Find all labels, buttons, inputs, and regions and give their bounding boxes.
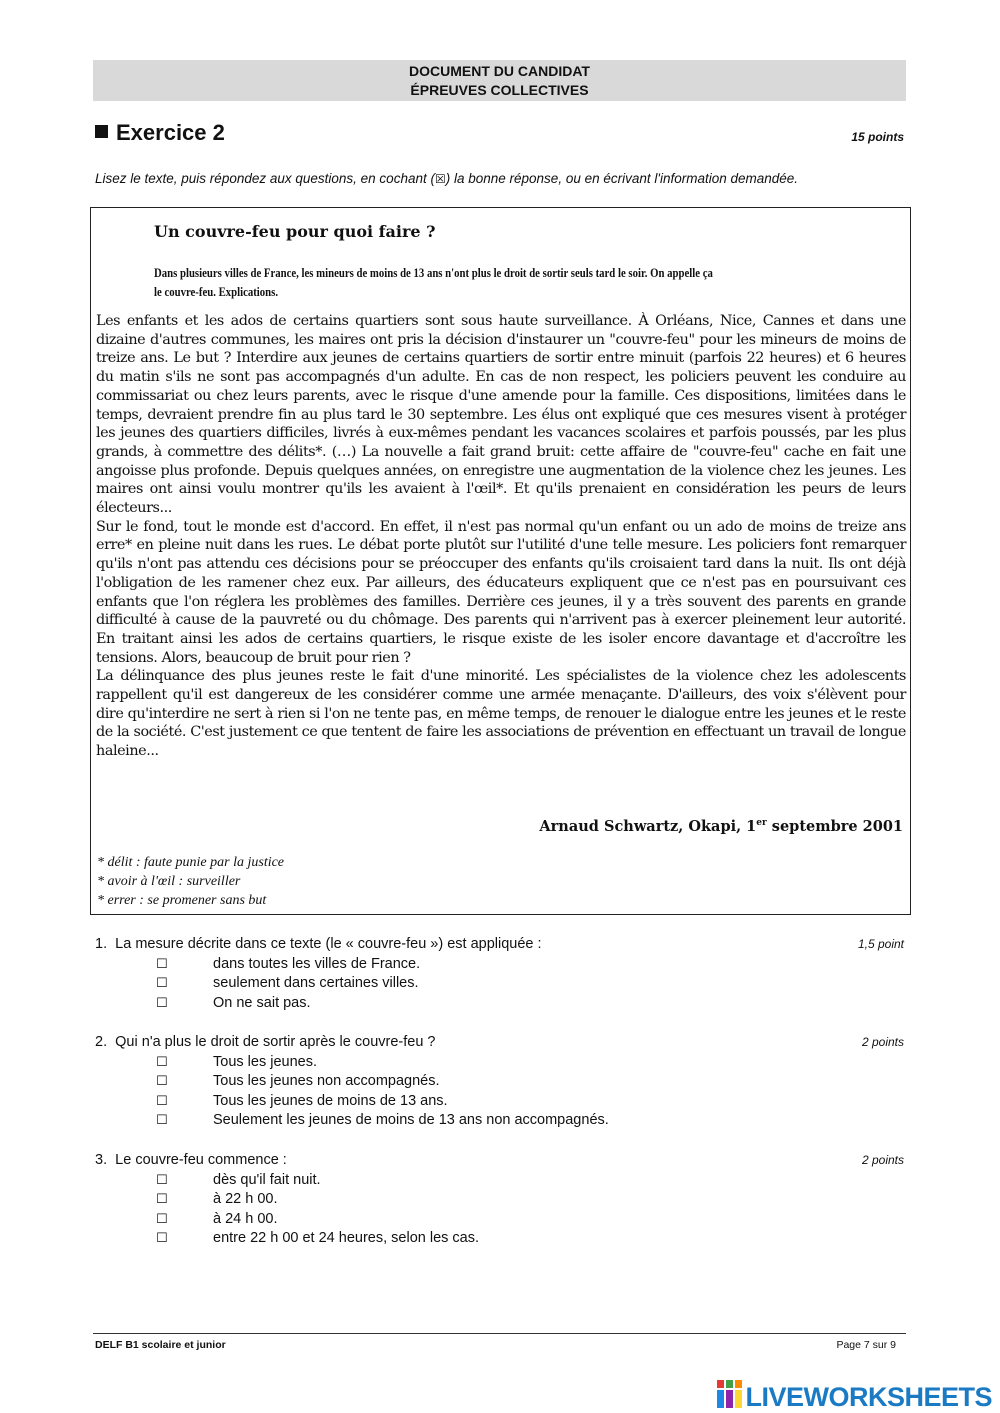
checkbox-icon[interactable]: ☐ bbox=[156, 1211, 168, 1227]
answer-option[interactable] bbox=[95, 994, 905, 1014]
option-label: entre 22 h 00 et 24 heures, selon les cas. bbox=[213, 1230, 480, 1246]
glossary bbox=[97, 853, 284, 910]
question-number: 1. bbox=[95, 936, 108, 952]
question-3 bbox=[95, 1151, 905, 1249]
article-title: Un couvre-feu pour quoi faire ? bbox=[154, 222, 436, 241]
checkbox-icon[interactable]: ☐ bbox=[156, 1093, 168, 1109]
checkbox-icon[interactable]: ☐ bbox=[156, 995, 168, 1011]
checkbox-icon[interactable]: ☐ bbox=[156, 1192, 168, 1207]
question-text bbox=[95, 1151, 287, 1171]
article-paragraph-2: Sur le fond, tout le monde est d'accord. En effet, il n'est pas normal qu'un enfant ou un ado de moins de treize ans erre* en pleine nuit dans les rues. Le débat porte plutôt sur l'utilité d'une telle mesure. Les policiers font remarquer qu'ils n'ont pas attendu ces décisions pour se préoccuper des enfants qu'ils croisaient tard dans la nuit. Ils ont déjà l'obligation de les ramener chez eux. Par ailleurs, des éducateurs expliquent que ce n'est pas en poursuivant ces enfants que l'on réglera les problèmes des familles. Derrière ces jeunes, il y a très souvent des parents en grande difficulté à cause de la pauvreté ou du chômage. Des parents qui n'arrivent pas à exercer pleinement leur autorité. En traitant ainsi les ados de certains quartiers, le risque existe de les isoler encore davantage et d'accroître les tensions. Alors, beaucoup de bruit pour rien ? bbox=[96, 518, 906, 666]
question-label: Le couvre-feu commence : bbox=[115, 1152, 287, 1168]
option-label: dans toutes les villes de France. bbox=[213, 955, 421, 972]
instructions-after: ) la bonne réponse, ou en écrivant l'information demandée. bbox=[445, 171, 799, 186]
question-points: 2 points bbox=[861, 1035, 904, 1049]
checkbox-icon[interactable]: ☐ bbox=[156, 1231, 168, 1246]
option-label: On ne sait pas. bbox=[213, 994, 311, 1011]
checkbox-icon[interactable]: ☐ bbox=[156, 976, 168, 991]
footer-left: DELF B1 scolaire et junior bbox=[95, 1339, 226, 1351]
liveworksheets-brand[interactable] bbox=[717, 1380, 992, 1413]
question-points: 2 points bbox=[861, 1153, 904, 1167]
question-text bbox=[95, 1033, 435, 1053]
article-lead-line-1: Dans plusieurs villes de France, les mineurs de moins de 13 ans n'ont plus le droit de sortir seuls tard le soir. On appelle ça bbox=[154, 266, 713, 280]
header-line-2: ÉPREUVES COLLECTIVES bbox=[410, 82, 589, 98]
answer-option[interactable] bbox=[95, 1229, 905, 1249]
footer-page-number: Page 7 sur 9 bbox=[836, 1339, 896, 1351]
checked-box-icon: ☒ bbox=[434, 172, 446, 186]
question-number: 3. bbox=[95, 1152, 108, 1168]
header-line-1: DOCUMENT DU CANDIDAT bbox=[409, 63, 590, 79]
glossary-item: * errer : se promener sans but bbox=[97, 893, 267, 908]
exercise-title-text: Exercice 2 bbox=[116, 120, 225, 145]
option-label: Tous les jeunes de moins de 13 ans. bbox=[213, 1092, 448, 1109]
checkbox-icon[interactable]: ☐ bbox=[156, 956, 168, 972]
option-label: à 22 h 00. bbox=[213, 1191, 278, 1207]
answer-option[interactable] bbox=[95, 1111, 905, 1131]
article-signature bbox=[539, 818, 903, 835]
question-1 bbox=[95, 935, 905, 1013]
square-bullet-icon bbox=[95, 125, 108, 138]
answer-option[interactable] bbox=[95, 1092, 905, 1112]
article-lead bbox=[154, 264, 756, 302]
signature-sup: er bbox=[756, 818, 767, 829]
article-paragraph-1: Les enfants et les ados de certains quartiers sont sous haute surveillance. À Orléans, Nice, Cannes et dans une dizaine d'autres communes, les maires ont pris la décision d'instaurer un "couvre-feu" pour les mineurs de moins de treize ans. Le but ? Interdire aux jeunes de certains quartiers de sortir entre minuit (parfois 22 heures) et 6 heures du matin s'ils ne sont pas accompagnés d'un adulte. En cas de non respect, les policiers peuvent les conduire au commissariat ou chez leurs parents, avec le risque d'une amende pour la famille. Ces dispositions, limitées dans le temps, devraient prendre fin au plus tard le 30 septembre. Les élus ont expliqué que ces mesures visent à protéger les jeunes des quartiers difficiles, livrés à eux-mêmes pendant les vacances scolaires et parfois poussés, par les plus grands, à commettre des délits*. (…) La nouvelle a fait grand bruit: cette affaire de "couvre-feu" cache en fait une angoisse plus profonde. Depuis quelques années, on enregistre une augmentation de la violence chez les jeunes. Les maires ont ainsi voulu montrer qu'ils les avaient à l'œil*. Et qu'ils prenaient en considération les peurs de leurs électeurs... bbox=[96, 313, 906, 517]
glossary-item: * avoir à l'œil : surveiller bbox=[97, 874, 241, 889]
answer-option[interactable] bbox=[95, 1210, 905, 1230]
checkbox-icon[interactable]: ☐ bbox=[156, 1113, 168, 1128]
question-number: 2. bbox=[95, 1034, 108, 1050]
question-label: Qui n'a plus le droit de sortir après le couvre-feu ? bbox=[115, 1034, 436, 1050]
option-label: à 24 h 00. bbox=[213, 1210, 278, 1227]
liveworksheets-logo-icon bbox=[717, 1380, 743, 1408]
option-label: Tous les jeunes. bbox=[213, 1053, 317, 1070]
article-lead-line-2: le couvre-feu. Explications. bbox=[154, 285, 279, 299]
answer-option[interactable] bbox=[95, 974, 905, 994]
instructions bbox=[95, 171, 798, 186]
option-label: Tous les jeunes non accompagnés. bbox=[213, 1073, 440, 1089]
checkbox-icon[interactable]: ☐ bbox=[156, 1074, 168, 1089]
document-header bbox=[93, 60, 906, 101]
checkbox-icon[interactable]: ☐ bbox=[156, 1054, 168, 1070]
question-label: La mesure décrite dans ce texte (le « couvre-feu ») est appliquée : bbox=[115, 936, 542, 952]
option-label: seulement dans certaines villes. bbox=[213, 975, 419, 991]
answer-option[interactable] bbox=[95, 1190, 905, 1210]
article-box bbox=[90, 207, 911, 915]
footer-divider bbox=[93, 1333, 906, 1334]
answer-option[interactable] bbox=[95, 1072, 905, 1092]
glossary-item: * délit : faute punie par la justice bbox=[97, 855, 285, 870]
instructions-before: Lisez le texte, puis répondez aux questions, en cochant ( bbox=[95, 171, 435, 186]
exercise-title bbox=[95, 120, 225, 146]
article-paragraph-3: La délinquance des plus jeunes reste le fait d'une minorité. Les spécialistes de la violence chez les adolescents rappellent qu'il est dangereux de les considérer comme une armée menaçante. D'ailleurs, des voix s'élèvent pour dire qu'interdire ne sert à rien si l'on ne tente pas, en même temps, de renouer le dialogue entre les jeunes et le reste de la société. C'est justement ce que tentent de faire les associations de prévention en effectuant un travail de longue haleine... bbox=[96, 668, 906, 760]
answer-option[interactable] bbox=[95, 1053, 905, 1073]
option-label: Seulement les jeunes de moins de 13 ans non accompagnés. bbox=[213, 1112, 609, 1128]
article-body bbox=[96, 312, 906, 761]
checkbox-icon[interactable]: ☐ bbox=[156, 1172, 168, 1188]
brand-text: LIVEWORKSHEETS bbox=[745, 1382, 992, 1412]
signature-end: septembre 2001 bbox=[766, 818, 903, 835]
signature-main: Arnaud Schwartz, Okapi, 1 bbox=[539, 818, 757, 835]
answer-option[interactable] bbox=[95, 1171, 905, 1191]
question-points: 1,5 point bbox=[857, 937, 904, 951]
question-text bbox=[95, 935, 542, 955]
exercise-points: 15 points bbox=[851, 130, 904, 144]
answer-option[interactable] bbox=[95, 955, 905, 975]
option-label: dès qu'il fait nuit. bbox=[213, 1171, 321, 1188]
question-2 bbox=[95, 1033, 905, 1131]
